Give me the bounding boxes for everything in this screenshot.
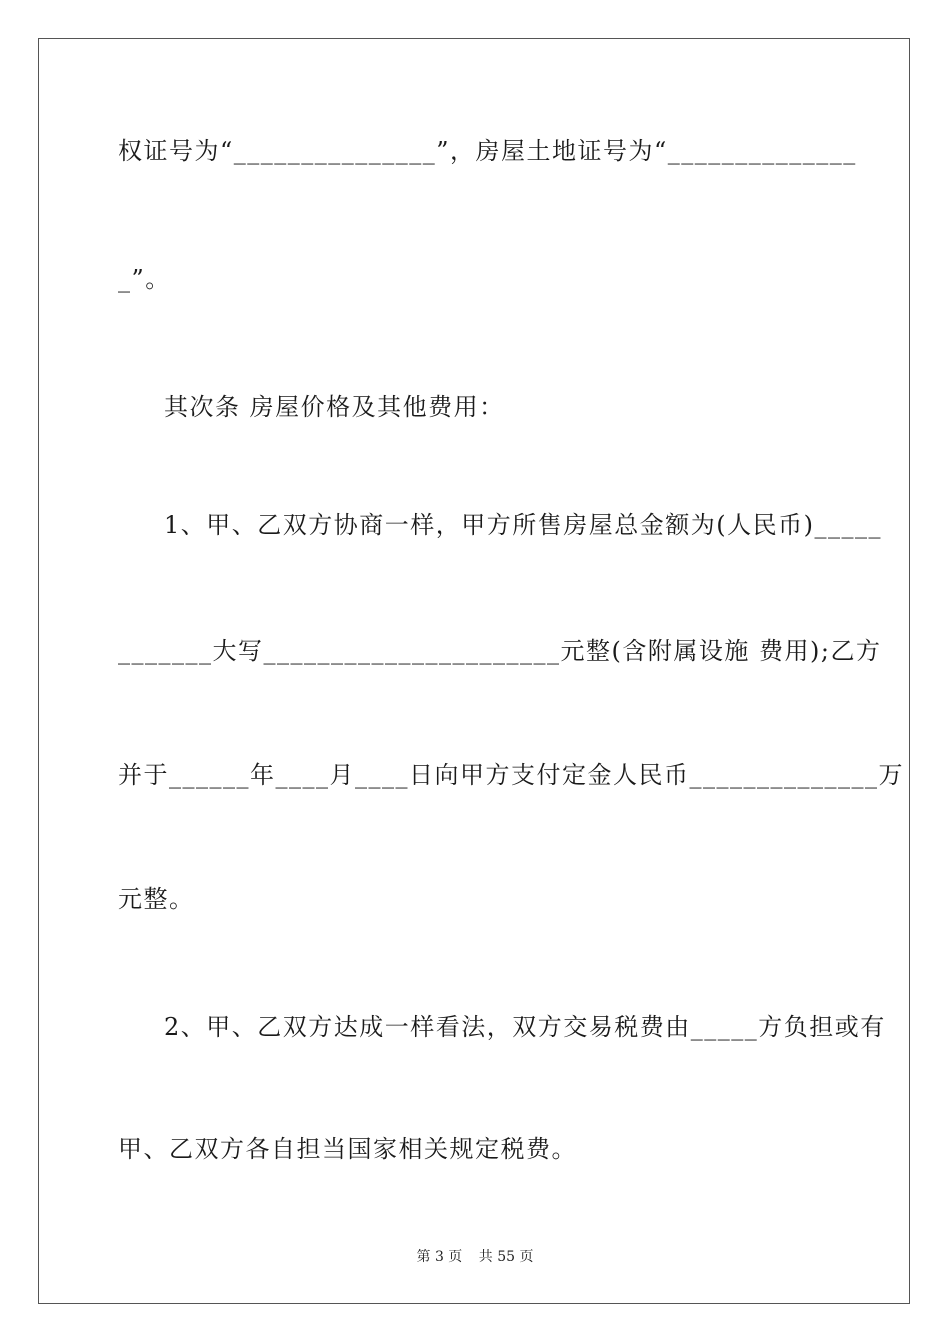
page-total: 共 55 页 [478, 1249, 534, 1265]
body-line-4: 1、甲、乙双方协商一样，甲方所售房屋总金额为(人民币)_____ [164, 511, 882, 539]
page-footer [0, 1246, 950, 1266]
body-line-6: 并于______年____月____日向甲方支付定金人民币______________万 [118, 761, 904, 789]
body-line-1: 权证号为“_______________”，房屋土地证号为“______________ [118, 137, 857, 165]
section-heading: 其次条 房屋价格及其他费用： [164, 393, 505, 421]
body-line-9: 甲、乙双方各自担当国家相关规定税费。 [118, 1135, 577, 1163]
body-line-5: _______大写______________________元整(含附属设施 费用);乙方 [118, 637, 882, 665]
body-line-2: _”。 [118, 265, 171, 293]
body-line-7: 元整。 [118, 885, 195, 913]
page-border [38, 38, 910, 1304]
page-number: 第 3 页 [416, 1249, 463, 1265]
body-line-8: 2、甲、乙双方达成一样看法，双方交易税费由_____方负担或有 [164, 1013, 886, 1041]
